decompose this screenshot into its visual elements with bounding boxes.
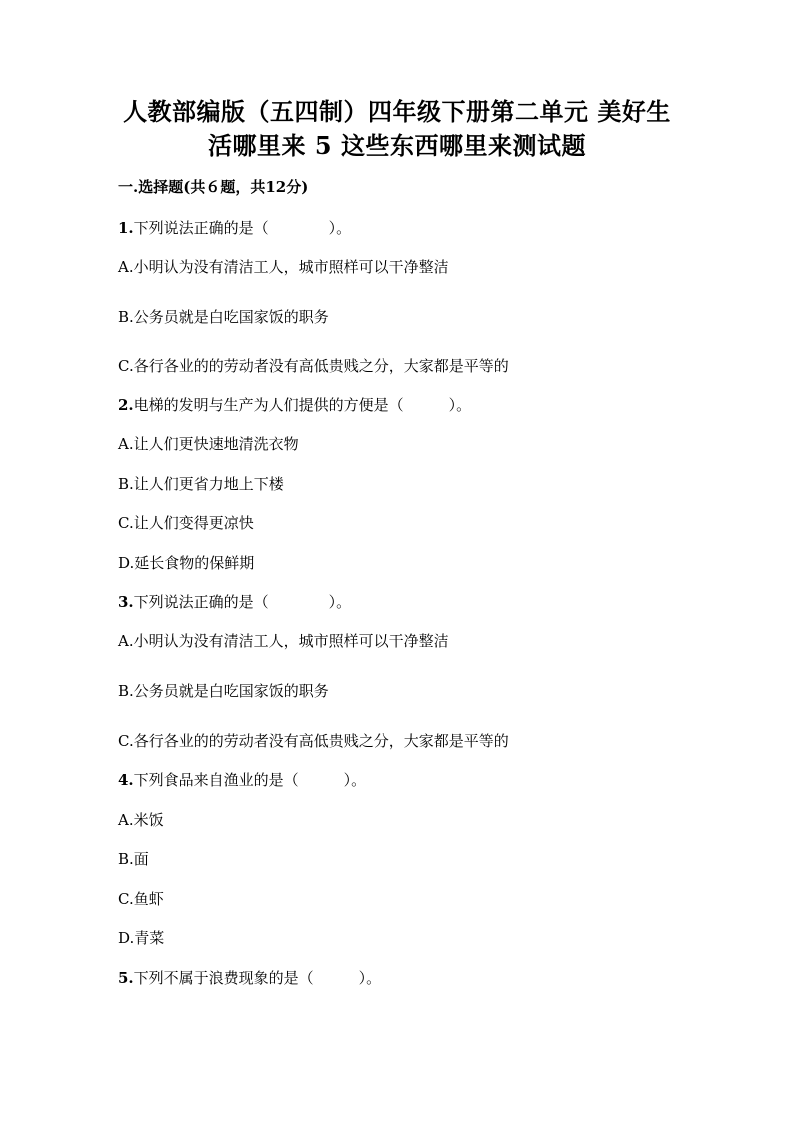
option-2d: D.延长食物的保鲜期 [118,554,255,572]
option-2c: C.让人们变得更凉快 [118,514,254,532]
question-stem: 下列食品来自渔业的是（ ）。 [133,771,367,789]
question-stem: 电梯的发明与生产为人们提供的方便是（ ）。 [133,396,472,414]
question-number: 3. [118,593,134,611]
question-stem: 下列说法正确的是（ ）。 [133,219,352,237]
section-heading: 一.选择题(共６题，共12分) [118,178,309,196]
option-4a: A.米饭 [118,811,164,829]
question-1 [118,218,351,238]
question-4 [118,770,366,790]
option-2b: B.让人们更省力地上下楼 [118,475,284,493]
option-3a: A.小明认为没有清洁工人，城市照样可以干净整洁 [118,632,449,650]
question-stem: 下列不属于浪费现象的是（ ）。 [133,969,382,987]
question-2 [118,395,471,415]
option-4b: B.面 [118,850,149,868]
option-4d: D.青菜 [118,929,165,947]
question-number: 2. [118,396,134,414]
question-number: 4. [118,771,134,789]
option-1b: B.公务员就是白吃国家饭的职务 [118,308,329,326]
question-number: 1. [118,219,134,237]
option-3b: B.公务员就是白吃国家饭的职务 [118,682,329,700]
question-number: 5. [118,969,134,987]
option-4c: C.鱼虾 [118,890,164,908]
option-2a: A.让人们更快速地清洗衣物 [118,435,299,453]
option-3c: C.各行各业的的劳动者没有高低贵贱之分，大家都是平等的 [118,732,509,750]
document-title-line-1: 人教部编版（五四制）四年级下册第二单元 美好生 [123,97,671,126]
question-stem: 下列说法正确的是（ ）。 [133,593,352,611]
option-1a: A.小明认为没有清洁工人，城市照样可以干净整洁 [118,258,449,276]
question-3 [118,592,351,612]
document-title-line-2: 活哪里来 5 这些东西哪里来测试题 [208,131,586,160]
question-5 [118,968,381,988]
option-1c: C.各行各业的的劳动者没有高低贵贱之分，大家都是平等的 [118,357,509,375]
